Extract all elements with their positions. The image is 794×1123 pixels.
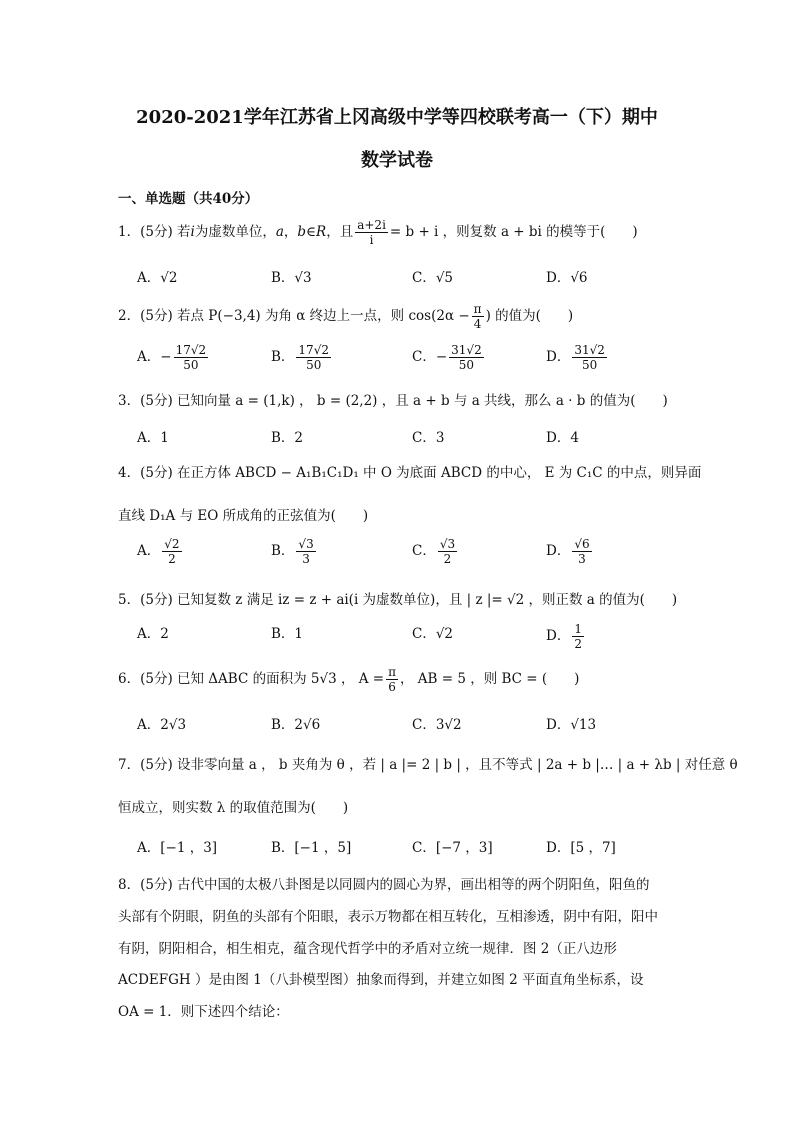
q5-option-c[interactable]: C．√2 xyxy=(412,626,454,642)
q1-option-a[interactable]: A．√2 xyxy=(137,270,178,286)
q1-stem-f: b∈R xyxy=(297,224,327,240)
q1-option-b[interactable]: B．√3 xyxy=(271,270,312,286)
q3-option-b[interactable]: B．2 xyxy=(271,430,304,446)
q1-stem-c: 为虚数单位， xyxy=(194,224,276,240)
q5-option-b[interactable]: B．1 xyxy=(271,626,304,642)
q6-option-c[interactable]: C．3√2 xyxy=(412,717,462,733)
question-7-line-1: 7．(5分) 设非零向量 a ， b 夹角为 θ ，若 | a |= 2 | b | ，且不等式 | 2a + b |… | a + λb | 对任意 θ xyxy=(118,757,738,773)
q2-frac-num: π xyxy=(473,302,482,316)
question-5: 5．(5分) 已知复数 z 满足 iz = z + ai(i 为虚数单位)，且 | z |= √2 ，则正数 a 的值为( ) xyxy=(118,592,678,608)
question-4-line-1: 4．(5分) 在正方体 ABCD − A₁B₁C₁D₁ 中 O 为底面 ABCD 的中心， E 为 C₁C 的中点，则异面 xyxy=(118,465,702,481)
question-8-line-4: ACDEFGH ）是由图 1（八卦模型图）抽象而得到，并建立如图 2 平面直角坐标系，设 xyxy=(118,972,644,988)
q7-option-b[interactable]: B．[−1 ，5] xyxy=(271,840,352,856)
question-4-line-2: 直线 D₁A 与 EO 所成角的正弦值为( ) xyxy=(118,508,369,524)
q2-b-num: 17√2 xyxy=(298,343,329,357)
q2-b-den: 50 xyxy=(306,358,322,372)
q2-c-frac xyxy=(449,343,484,372)
page-subtitle: 数学试卷 xyxy=(361,150,433,171)
q2-a-num: 17√2 xyxy=(175,343,207,357)
q4-d-prefix: D． xyxy=(546,543,571,559)
q6-option-a[interactable]: A．2√3 xyxy=(137,717,187,733)
q2-d-den: 50 xyxy=(581,358,598,372)
q2-stem-a: 2．(5分) 若点 P(−3,4) 为角 α 终边上一点，则 cos(2α − xyxy=(118,308,470,324)
q6-stem-a: 6．(5分) 已知 ΔABC 的面积为 5√3 ， A = xyxy=(118,671,385,687)
question-2 xyxy=(118,302,573,331)
q1-option-c[interactable]: C．√5 xyxy=(412,270,454,286)
q4-d-frac xyxy=(572,537,591,566)
q4-d-num: √6 xyxy=(574,537,590,551)
q1-frac-den: i xyxy=(369,233,374,247)
question-6 xyxy=(118,665,579,694)
q2-a-prefix: A．− xyxy=(137,349,172,365)
q1-stem-h: = b + i ，则复数 a + bi 的模等于( ) xyxy=(389,224,638,240)
q6-fraction xyxy=(386,665,398,694)
q5-option-a[interactable]: A．2 xyxy=(137,626,169,642)
q3-option-d[interactable]: D．4 xyxy=(546,430,579,446)
q2-b-frac xyxy=(296,343,331,372)
q7-option-a[interactable]: A．[−1 ，3] xyxy=(137,840,218,856)
q4-a-num: √2 xyxy=(164,537,180,551)
q2-c-den: 50 xyxy=(458,358,475,372)
q2-option-a[interactable] xyxy=(137,343,210,372)
q1-option-d[interactable]: D．√6 xyxy=(546,270,588,286)
q4-a-frac xyxy=(162,537,181,566)
q4-option-a[interactable] xyxy=(137,537,184,566)
q4-d-den: 3 xyxy=(578,552,586,566)
question-1 xyxy=(118,218,638,247)
q4-b-den: 3 xyxy=(302,552,310,566)
q4-c-den: 2 xyxy=(443,552,452,566)
q2-frac-den: 4 xyxy=(473,317,482,331)
q4-b-num: √3 xyxy=(298,537,314,551)
q6-option-b[interactable]: B．2√6 xyxy=(271,717,321,733)
q4-a-prefix: A． xyxy=(137,543,161,559)
q6-stem-b: ， AB = 5 ，则 BC = ( ) xyxy=(399,671,580,687)
q4-c-prefix: C． xyxy=(412,543,436,559)
q2-c-num: 31√2 xyxy=(451,343,482,357)
q4-a-den: 2 xyxy=(168,552,176,566)
q2-option-b[interactable] xyxy=(271,343,333,372)
page-title: 2020-2021学年江苏省上冈高级中学等四校联考高一（下）期中 xyxy=(136,107,658,128)
q4-b-prefix: B． xyxy=(271,543,295,559)
q2-stem-b: ) 的值为( ) xyxy=(485,308,574,324)
question-8-line-2: 头部有个阴眼，阴鱼的头部有个阳眼，表示万物都在相互转化，互相渗透，阴中有阳，阳中 xyxy=(118,909,658,925)
q2-d-num: 31√2 xyxy=(574,343,605,357)
section-heading: 一、单选题（共40分） xyxy=(118,191,259,207)
q2-d-prefix: D． xyxy=(546,349,571,365)
q6-frac-num: π xyxy=(388,665,396,679)
q5-d-den: 2 xyxy=(574,637,582,651)
question-8-line-3: 有阴，阴阳相合，相生相克，蕴含现代哲学中的矛盾对立统一规律．图 2（正八边形 xyxy=(118,941,617,957)
q3-option-c[interactable]: C．3 xyxy=(412,430,445,446)
question-8-line-5: OA = 1．则下述四个结论： xyxy=(118,1004,289,1020)
q7-option-c[interactable]: C．[−7 ，3] xyxy=(412,840,493,856)
question-3: 3．(5分) 已知向量 a = (1,k) ， b = (2,2) ，且 a + b 与 a 共线，那么 a · b 的值为( ) xyxy=(118,393,668,409)
q5-option-d[interactable] xyxy=(546,622,586,651)
q2-option-d[interactable] xyxy=(546,343,609,372)
q2-option-c[interactable] xyxy=(412,343,486,372)
q4-option-b[interactable] xyxy=(271,537,318,566)
q1-stem-d: a xyxy=(275,224,284,240)
q6-frac-den: 6 xyxy=(388,680,396,694)
q2-c-prefix: C．− xyxy=(412,349,448,365)
q1-frac-num: a+2i xyxy=(357,218,386,232)
q1-stem-a: 1．(5分) 若 xyxy=(118,224,191,240)
q4-option-d[interactable] xyxy=(546,537,594,566)
q2-a-frac xyxy=(174,343,209,372)
q1-stem-b: i xyxy=(190,224,195,240)
q5-d-num: 1 xyxy=(574,622,582,636)
q3-option-a[interactable]: A．1 xyxy=(137,430,169,446)
q4-b-frac xyxy=(296,537,315,566)
q4-c-num: √3 xyxy=(439,537,456,551)
question-7-line-2: 恒成立，则实数 λ 的取值范围为( ) xyxy=(118,800,349,816)
q1-fraction xyxy=(355,218,388,247)
q6-option-d[interactable]: D．√13 xyxy=(546,717,597,733)
q4-option-c[interactable] xyxy=(412,537,459,566)
q1-stem-e: ， xyxy=(283,224,298,240)
q2-b-prefix: B． xyxy=(271,349,295,365)
q2-a-den: 50 xyxy=(183,358,199,372)
q1-stem-g: ，且 xyxy=(326,224,354,240)
q4-c-frac xyxy=(438,537,457,566)
q5-d-prefix: D． xyxy=(546,628,571,644)
q7-option-d[interactable]: D．[5 ，7] xyxy=(546,840,616,856)
question-8-line-1: 8．(5分) 古代中国的太极八卦图是以同圆内的圆心为界，画出相等的两个阴阳鱼，阳鱼的 xyxy=(118,877,650,893)
q5-d-frac xyxy=(572,622,584,651)
q2-fraction xyxy=(472,302,484,331)
q2-d-frac xyxy=(572,343,607,372)
